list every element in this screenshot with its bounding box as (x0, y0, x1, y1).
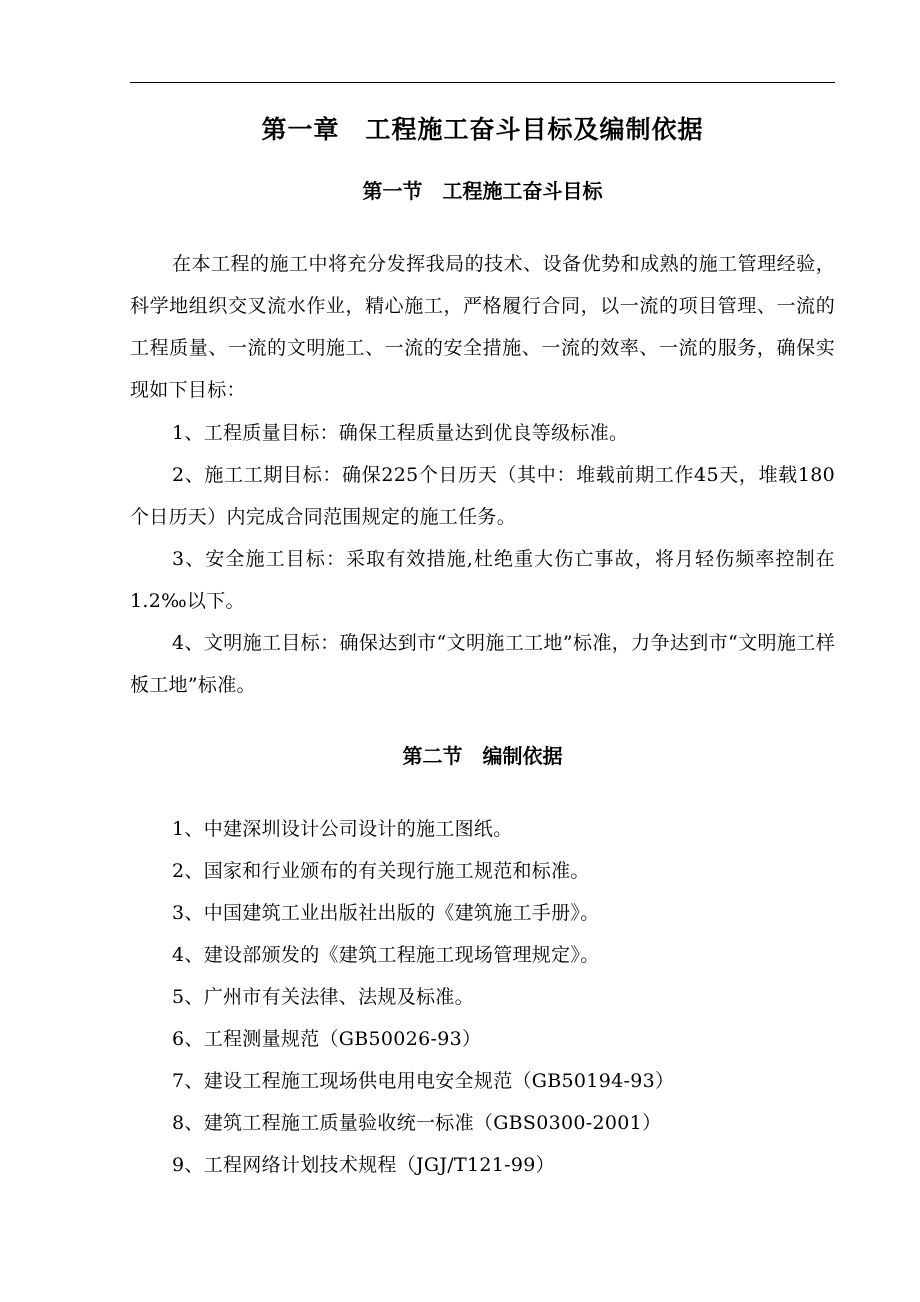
list-item: 1、中建深圳设计公司设计的施工图纸。 (172, 818, 513, 840)
chapter-title: 第一章 工程施工奋斗目标及编制依据 (261, 115, 704, 144)
list-item: 7、建设工程施工现场供电用电安全规范（GB50194-93） (172, 1070, 675, 1092)
compilation-basis-list (130, 808, 835, 1186)
goal-item-safety: 3、安全施工目标：采取有效措施,杜绝重大伤亡事故，将月轻伤频率控制在1.2‰以下。 (130, 548, 835, 612)
goal-item-civilized-construction: 4、文明施工目标：确保达到市“文明施工工地”标准，力争达到市“文明施工样板工地”标准。 (130, 632, 835, 696)
header-rule (130, 82, 835, 83)
list-item: 5、广州市有关法律、法规及标准。 (172, 986, 474, 1008)
section-1-intro-paragraph: 在本工程的施工中将充分发挥我局的技术、设备优势和成熟的施工管理经验，科学地组织交叉流水作业，精心施工，严格履行合同，以一流的项目管理、一流的工程质量、一流的文明施工、一流的安全措施、一流的效率、一流的服务，确保实现如下目标： (130, 253, 835, 401)
goal-item-quality: 1、工程质量目标：确保工程质量达到优良等级标准。 (172, 422, 629, 444)
goal-item-schedule: 2、施工工期目标：确保225个日历天（其中：堆载前期工作45天，堆载180个日历天）内完成合同范围规定的施工任务。 (130, 464, 835, 528)
list-item: 2、国家和行业颁布的有关现行施工规范和标准。 (172, 860, 590, 882)
list-item: 4、建设部颁发的《建筑工程施工现场管理规定》。 (172, 944, 600, 966)
section-2-title: 第二节 编制依据 (402, 744, 563, 768)
list-item: 3、中国建筑工业出版社出版的《建筑施工手册》。 (172, 902, 600, 924)
list-item: 8、建筑工程施工质量验收统一标准（GBS0300-2001） (172, 1112, 662, 1134)
list-item: 6、工程测量规范（GB50026-93） (172, 1028, 482, 1050)
section-1-title: 第一节 工程施工奋斗目标 (362, 179, 603, 203)
list-item: 9、工程网络计划技术规程（JGJ/T121-99） (172, 1154, 555, 1176)
